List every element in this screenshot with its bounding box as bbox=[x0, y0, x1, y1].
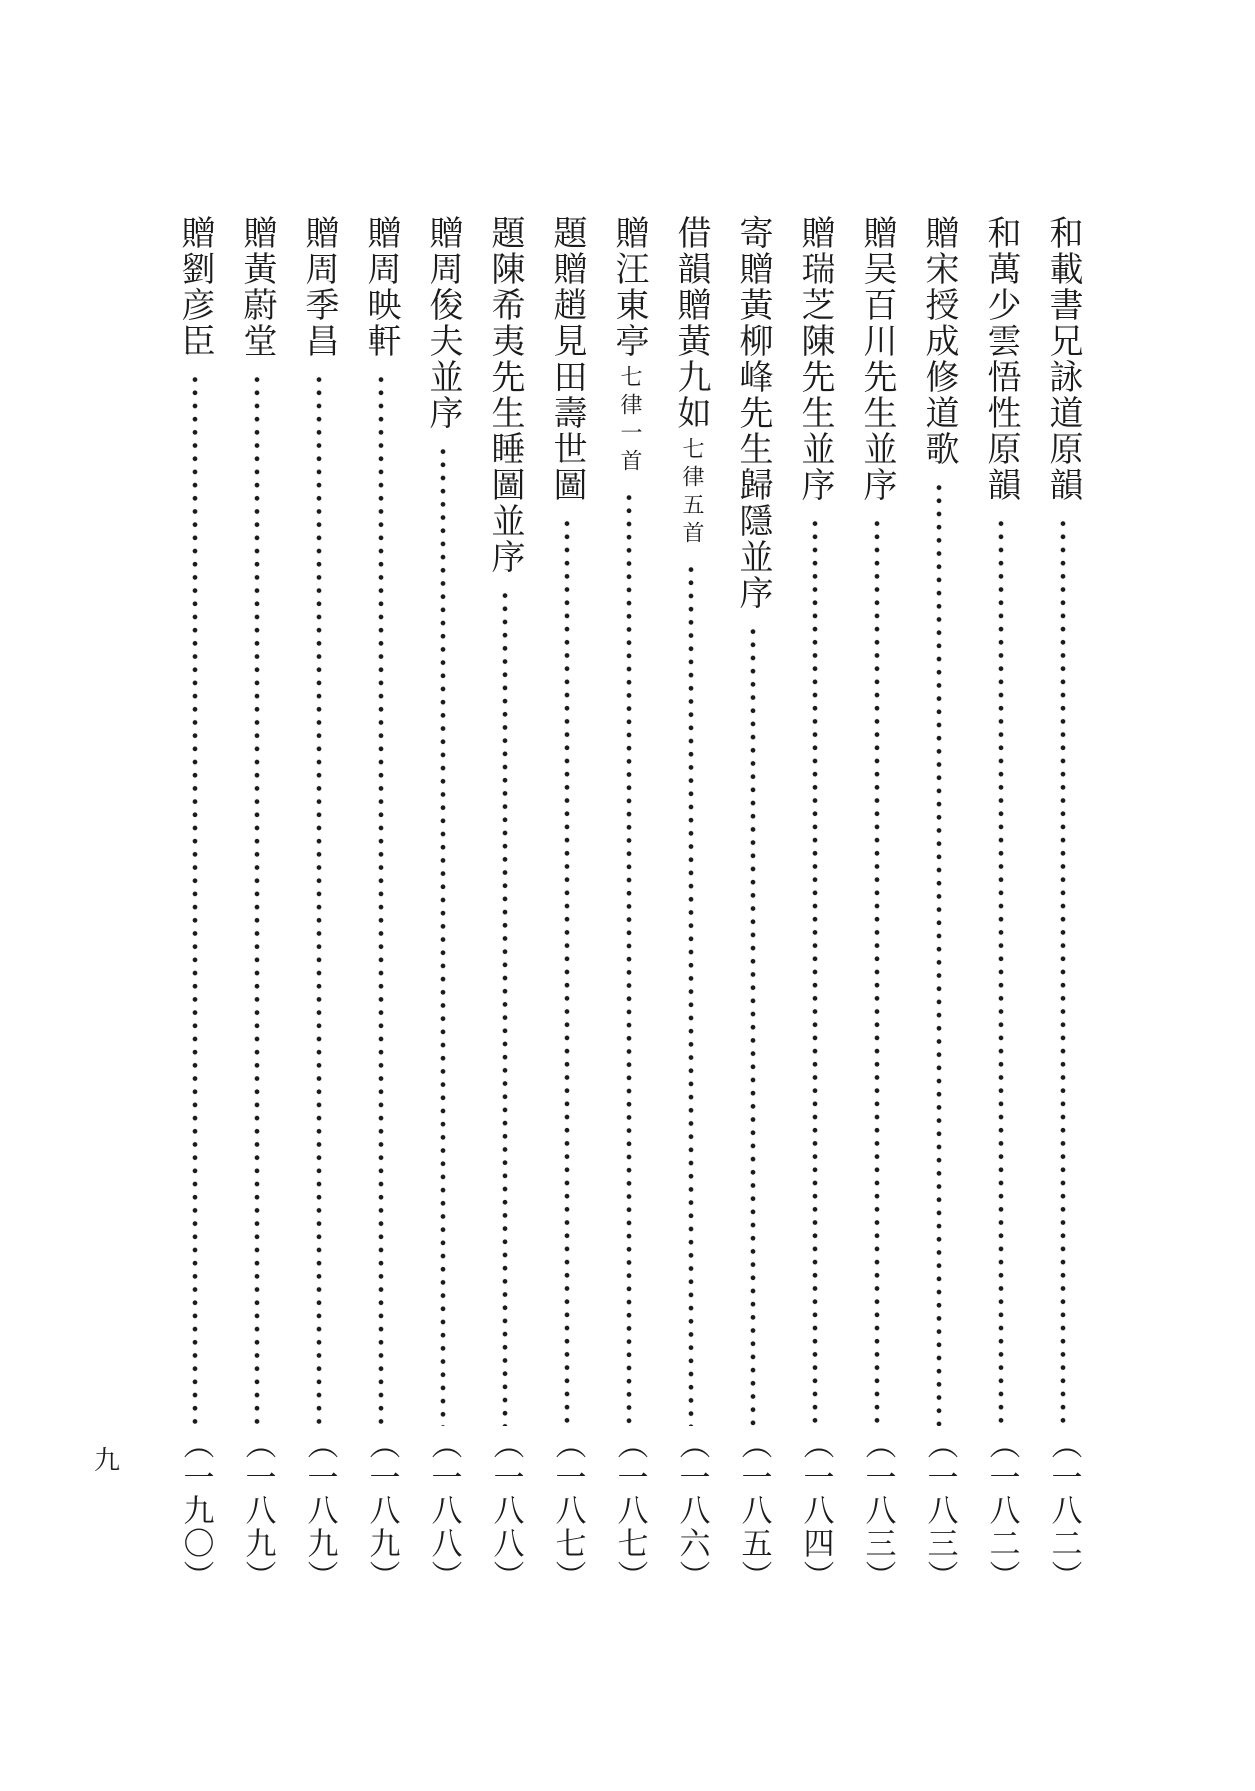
toc-entry-title: 贈汪東亭 bbox=[609, 215, 649, 359]
toc-entry bbox=[1032, 215, 1094, 1593]
dot-leader bbox=[998, 517, 1004, 1426]
toc-entry bbox=[846, 215, 908, 1593]
folio-page-number: 九 bbox=[94, 1446, 121, 1476]
toc-entry-page-number: （一八三） bbox=[921, 1428, 958, 1593]
toc-entry-page-number: （一八二） bbox=[983, 1428, 1020, 1593]
toc-entry-note: 七律五首 bbox=[679, 437, 704, 549]
toc-entry-page-number: （一八六） bbox=[673, 1428, 710, 1593]
toc-entry bbox=[598, 215, 660, 1593]
toc-entry-title: 贈瑞芝陳先生並序 bbox=[795, 215, 835, 503]
dot-leader bbox=[254, 373, 260, 1426]
dot-leader bbox=[378, 373, 384, 1426]
toc-entry bbox=[164, 215, 226, 1593]
toc-entry-title: 贈周映軒 bbox=[361, 215, 401, 359]
toc-entry-title: 和萬少雲悟性原韻 bbox=[981, 215, 1021, 503]
toc-entry-title: 題贈趙見田壽世圖 bbox=[547, 215, 587, 503]
toc-entry-title: 贈宋授成修道歌 bbox=[919, 215, 959, 467]
toc-entry-title: 贈黃蔚堂 bbox=[237, 215, 277, 359]
toc-entry-page-number: （一八五） bbox=[735, 1428, 772, 1593]
toc-entry-title: 贈吴百川先生並序 bbox=[857, 215, 897, 503]
toc-entry-page-number: （一八九） bbox=[239, 1428, 276, 1593]
toc-entry-page-number: （一八三） bbox=[859, 1428, 896, 1593]
toc-entry-page-number: （一八二） bbox=[1045, 1428, 1082, 1593]
toc-entry-title: 題陳希夷先生睡圖並序 bbox=[485, 215, 525, 575]
dot-leader bbox=[192, 373, 198, 1426]
toc-entry-page-number: （一八七） bbox=[611, 1428, 648, 1593]
toc-entry bbox=[350, 215, 412, 1593]
toc-entry bbox=[412, 215, 474, 1593]
dot-leader bbox=[316, 373, 322, 1426]
toc-entry bbox=[970, 215, 1032, 1593]
toc-entry bbox=[288, 215, 350, 1593]
toc-entry-title: 贈周俊夫並序 bbox=[423, 215, 463, 431]
dot-leader bbox=[812, 517, 818, 1426]
toc-entry-title: 贈劉彦臣 bbox=[175, 215, 215, 359]
dot-leader bbox=[688, 563, 694, 1426]
toc-entry-title: 和載書兄詠道原韻 bbox=[1043, 215, 1083, 503]
toc-entry bbox=[784, 215, 846, 1593]
toc-entry-page-number: （一八九） bbox=[363, 1428, 400, 1593]
dot-leader bbox=[1060, 517, 1066, 1426]
toc-list bbox=[164, 215, 1094, 1593]
toc-entry-page-number: （一八八） bbox=[487, 1428, 524, 1593]
dot-leader bbox=[502, 589, 508, 1426]
toc-entry-page-number: （一九〇） bbox=[177, 1428, 214, 1593]
toc-entry-title: 贈周季昌 bbox=[299, 215, 339, 359]
toc-entry-page-number: （一八八） bbox=[425, 1428, 462, 1593]
toc-entry bbox=[226, 215, 288, 1593]
toc-entry bbox=[908, 215, 970, 1593]
toc-entry bbox=[722, 215, 784, 1593]
toc-entry bbox=[536, 215, 598, 1593]
toc-entry-page-number: （一八九） bbox=[301, 1428, 338, 1593]
toc-entry bbox=[474, 215, 536, 1593]
dot-leader bbox=[440, 445, 446, 1426]
toc-entry-page-number: （一八七） bbox=[549, 1428, 586, 1593]
dot-leader bbox=[626, 491, 632, 1426]
toc-entry-page-number: （一八四） bbox=[797, 1428, 834, 1593]
dot-leader bbox=[874, 517, 880, 1426]
dot-leader bbox=[750, 625, 756, 1426]
toc-entry-title: 寄贈黃柳峰先生歸隱並序 bbox=[733, 215, 773, 611]
toc-entry-note: 七律一首 bbox=[617, 365, 642, 477]
toc-entry-title: 借韻贈黃九如 bbox=[671, 215, 711, 431]
dot-leader bbox=[564, 517, 570, 1426]
dot-leader bbox=[936, 481, 942, 1426]
toc-entry bbox=[660, 215, 722, 1593]
